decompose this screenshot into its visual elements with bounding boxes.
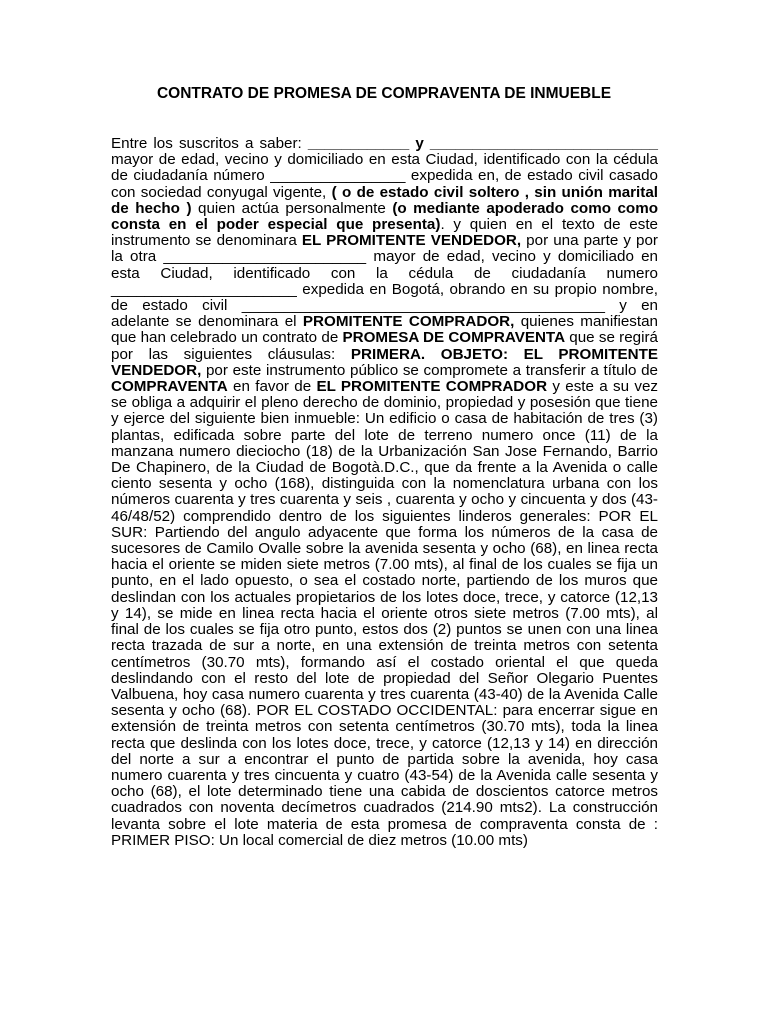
body-segment: quienes manifiestan que han celebrado un contrato de — [111, 313, 658, 347]
body-segment-bold: COMPRAVENTA — [111, 378, 228, 396]
document-title: CONTRATO DE PROMESA DE COMPRAVENTA DE INMUEBLE — [156, 85, 612, 102]
body-segment: por este instrumento público se compromete a transferir a título de — [201, 361, 658, 379]
body-segment-bold: PRIMERA. OBJETO: EL PROMITENTE VENDEDOR, — [111, 345, 658, 379]
body-segment: . y quien en el texto de este instrumento se denominara — [111, 216, 658, 250]
body-segment: que se regirá por las siguientes cláusulas: — [111, 329, 658, 363]
body-segment-bold: PROMESA DE COMPRAVENTA — [342, 329, 566, 347]
body-segment-bold: EL PROMITENTE VENDEDOR, — [301, 232, 522, 250]
body-segment: quien actúa personalmente — [191, 199, 393, 217]
body-segment: mayor de edad, vecino y domiciliado en esta Ciudad, identificado con la cédula de ciudadanía número ________________ expedida en, de estado civil casado con sociedad conyugal vigente, — [111, 151, 658, 201]
contract-body — [111, 136, 658, 849]
body-segment-bold: PROMITENTE COMPRADOR, — [302, 313, 515, 331]
body-segment-bold: ( o de estado civil soltero , sin unión marital de hecho ) — [111, 183, 658, 217]
body-segment-bold: (o mediante apoderado como como consta en el poder especial que presenta) — [111, 199, 658, 234]
body-segment-bold: EL PROMITENTE COMPRADOR — [316, 378, 548, 396]
body-segment: Entre los suscritos a saber: — [111, 135, 308, 152]
body-segment: y este a su vez se obliga a adquirir el pleno derecho de dominio, propiedad y posesión que tiene y ejerce del siguiente bien inmueble: Un edificio o casa de habitación de tres (3) plantas, edificada sobre parte del lote de terreno numero once (11) de la manzana numero dieciocho (18) de la Urbanización San Jose Fernando, Barrio De Chapinero, de la Ciudad de Bogotà.D.C., que da frente a la Avenida o calle ciento sesenta y ocho (168), distinguida con la nomenclatura urbana con los números cuarenta y tres cuarenta y seis , cuarenta y ocho y cincuenta y dos (43-46/48/52) comprendido dentro de los siguientes linderos generales: POR EL SUR: Partiendo del angulo adyacente que forma los números de la casa de sucesores de Camilo Ovalle sobre la avenida sesenta y ocho (68), en linea recta hacia el oriente se miden siete metros (7.00 mts), al final de los cuales se fija un punto, en el lado opuesto, o sea el costado norte, partiendo de los muros que deslindan con los actuales propietarios de los lotes doce, trece, y catorce (12,13 y 14), se mide en linea recta hacia el oriente otros siete metros (7.00 mts), al final de los cuales se fija otro punto, estos dos (2) puntos se unen con una linea recta trazada de sur a norte, en una extensión de treinta metros con setenta centímetros (30.70 mts), formando así el costado oriental el que queda deslindando con el resto del lote de propiedad del Señor Olegario Puentes Valbuena, hoy casa numero cuarenta y tres cuarenta (43-40) de la Avenida Calle sesenta y ocho (68). POR EL COSTADO OCCIDENTAL: para encerrar sigue en extensión de treinta metros con setenta centímetros (30.70 mts), toda la linea recta que deslinda con los lotes doce, trece, y catorce (12,13 y 14) en dirección del norte a sur a encontrar el punto de partida sobre la avenida, hoy casa numero cuarenta y tres cincuenta y cuatro (43-54) de la Avenida calle sesenta y ocho (68), el lote determinado tiene una cabida de doscientos catorce metros cuadrados con noventa decímetros cuadrados (214.90 mts2). La construcción levanta sobre el lote materia de esta promesa de compraventa consta de : PRIMER PISO: Un local comercial de diez metros (10.00 mts) — [111, 378, 658, 849]
body-segment-bold: ____________ y ___________________________ — [307, 135, 658, 152]
body-segment: por una parte y por la otra ________________________ mayor de edad, vecino y domiciliado en esta Ciudad, identificado con la cédula de ciudadanía numero ______________________ expedida en Bogotá, obrando en su propio nombre, de estado civil ___________________________________________ y en adelante se denominara el — [111, 232, 658, 331]
body-segment: en favor de — [227, 378, 317, 396]
